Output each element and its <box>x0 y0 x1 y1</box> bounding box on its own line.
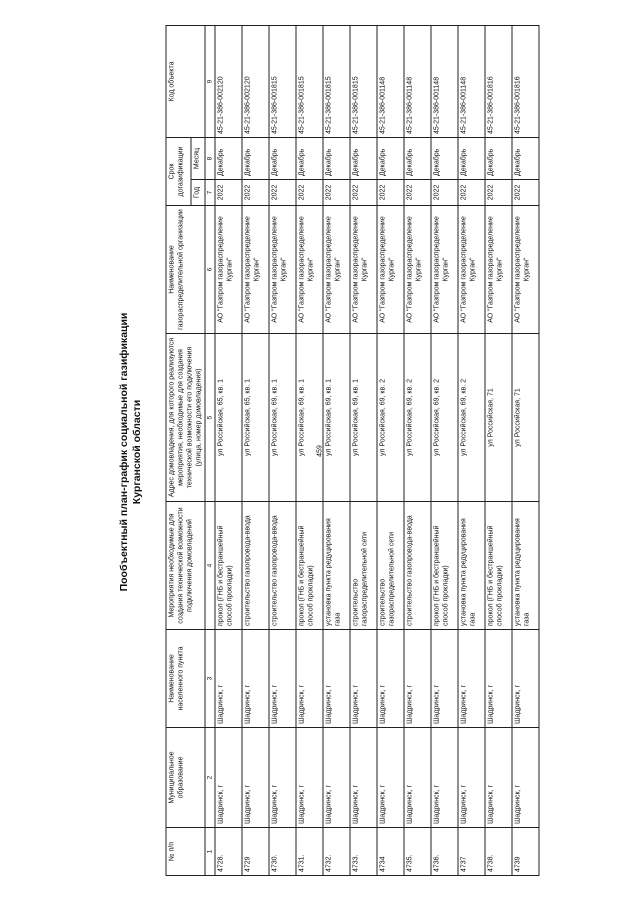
cell-year: 2022 <box>242 180 269 206</box>
table-row <box>377 26 404 876</box>
cell-month: Декабрь <box>512 138 539 180</box>
cell-organization: АО "Газпром газораспределение Курган" <box>485 206 512 334</box>
header-code: Код объекта <box>166 26 205 138</box>
header-measures: Мероприятия необходимые для создания технической возможности подключения домовладений <box>166 502 205 630</box>
cell-measures: строительство газопровода-ввода <box>269 502 296 630</box>
cell-municipality: Шадринск, г <box>512 728 539 828</box>
cell-num: 4729 <box>242 828 269 876</box>
cell-year: 2022 <box>485 180 512 206</box>
cell-code: 45-21-386-001148 <box>458 26 485 138</box>
header-year: Год <box>191 180 205 206</box>
header-month: Месяц <box>191 138 205 180</box>
cell-address: ул Российская, 69, кв. 2 <box>431 334 458 502</box>
cell-measures: прокол (ГНБ и бестраншейный способ прокладки) <box>485 502 512 630</box>
cell-measures: строительство газопровода-ввода <box>242 502 269 630</box>
column-index-row <box>205 26 215 876</box>
cell-settlement: Шадринск, г <box>512 630 539 728</box>
header-organization: Наименование газораспределительной организации <box>166 206 205 334</box>
cell-month: Декабрь <box>269 138 296 180</box>
cell-municipality: Шадринск, г <box>269 728 296 828</box>
cell-year: 2022 <box>458 180 485 206</box>
header-address: Адрес домовладения, для которого реализуются мероприятия, необходимые для создания технической возможности его подключения (улица, номер домовладения) <box>166 334 205 502</box>
table-row <box>350 26 377 876</box>
cell-address: ул Российская, 65, кв. 1 <box>215 334 242 502</box>
cell-code: 45-21-386-001815 <box>350 26 377 138</box>
cell-organization: АО "Газпром газораспределение Курган" <box>296 206 323 334</box>
table-row <box>215 26 242 876</box>
column-index: 2 <box>205 728 215 828</box>
cell-month: Декабрь <box>350 138 377 180</box>
cell-code: 45-21-386-002120 <box>242 26 269 138</box>
title-line-1: Пообъектный план-график социальной газификации <box>118 312 130 592</box>
cell-municipality: Шадринск, г <box>323 728 350 828</box>
cell-municipality: Шадринск, г <box>431 728 458 828</box>
cell-code: 45-21-386-001816 <box>485 26 512 138</box>
cell-code: 45-21-386-001815 <box>269 26 296 138</box>
cell-num: 4734 <box>377 828 404 876</box>
cell-settlement: Шадринск, г <box>485 630 512 728</box>
cell-month: Декабрь <box>485 138 512 180</box>
cell-measures: установка пункта редуцирования газа <box>323 502 350 630</box>
cell-year: 2022 <box>296 180 323 206</box>
cell-year: 2022 <box>350 180 377 206</box>
cell-month: Декабрь <box>215 138 242 180</box>
cell-month: Декабрь <box>377 138 404 180</box>
table-row <box>323 26 350 876</box>
cell-num: 4732. <box>323 828 350 876</box>
title-line-2: Курганской области <box>131 399 143 505</box>
table-body <box>215 26 539 876</box>
column-index: 9 <box>205 26 215 138</box>
header-num: № п/п <box>166 828 205 876</box>
cell-code: 45-21-386-001148 <box>377 26 404 138</box>
column-index: 7 <box>205 180 215 206</box>
cell-settlement: Шадринск, г <box>296 630 323 728</box>
cell-measures: прокол (ГНБ и бестраншейный способ прокладки) <box>431 502 458 630</box>
cell-municipality: Шадринск, г <box>485 728 512 828</box>
cell-num: 4728. <box>215 828 242 876</box>
cell-settlement: Шадринск, г <box>269 630 296 728</box>
cell-address: ул Российская, 65, кв. 1 <box>242 334 269 502</box>
table-row <box>485 26 512 876</box>
cell-year: 2022 <box>431 180 458 206</box>
cell-organization: АО "Газпром газораспределение Курган" <box>431 206 458 334</box>
cell-address: ул Российская, 71 <box>512 334 539 502</box>
column-index: 8 <box>205 138 215 180</box>
cell-year: 2022 <box>377 180 404 206</box>
page-number: 459 <box>316 445 324 457</box>
cell-municipality: Шадринск, г <box>350 728 377 828</box>
cell-month: Декабрь <box>323 138 350 180</box>
cell-month: Декабрь <box>242 138 269 180</box>
cell-month: Декабрь <box>296 138 323 180</box>
cell-num: 4731. <box>296 828 323 876</box>
cell-settlement: Шадринск, г <box>350 630 377 728</box>
cell-municipality: Шадринск, г <box>377 728 404 828</box>
cell-num: 4736. <box>431 828 458 876</box>
cell-num: 4738. <box>485 828 512 876</box>
cell-code: 45-21-386-001816 <box>512 26 539 138</box>
cell-code: 45-21-386-002120 <box>215 26 242 138</box>
cell-month: Декабрь <box>404 138 431 180</box>
cell-municipality: Шадринск, г <box>242 728 269 828</box>
column-index: 4 <box>205 502 215 630</box>
cell-settlement: Шадринск, г <box>242 630 269 728</box>
cell-num: 4733. <box>350 828 377 876</box>
table-row <box>296 26 323 876</box>
column-index: 1 <box>205 828 215 876</box>
cell-settlement: Шадринск, г <box>377 630 404 728</box>
header-deadline: Срок догазификации <box>166 138 191 206</box>
cell-code: 45-21-386-001815 <box>323 26 350 138</box>
cell-municipality: Шадринск, г <box>296 728 323 828</box>
cell-settlement: Шадринск, г <box>431 630 458 728</box>
gasification-table <box>166 25 540 876</box>
cell-organization: АО "Газпром газораспределение Курган" <box>458 206 485 334</box>
header-municipality: Муниципальное образование <box>166 728 205 828</box>
cell-organization: АО "Газпром газораспределение Курган" <box>350 206 377 334</box>
cell-year: 2022 <box>404 180 431 206</box>
cell-settlement: Шадринск, г <box>458 630 485 728</box>
cell-num: 4737 <box>458 828 485 876</box>
table-row <box>269 26 296 876</box>
cell-year: 2022 <box>512 180 539 206</box>
cell-address: ул Российская, 69, кв. 1 <box>296 334 323 502</box>
cell-organization: АО "Газпром газораспределение Курган" <box>404 206 431 334</box>
cell-address: ул Российская, 71 <box>485 334 512 502</box>
cell-code: 45-21-386-001148 <box>431 26 458 138</box>
cell-address: ул Российская, 69, кв. 1 <box>350 334 377 502</box>
cell-organization: АО "Газпром газораспределение Курган" <box>269 206 296 334</box>
cell-organization: АО "Газпром газораспределение Курган" <box>215 206 242 334</box>
table-container <box>166 26 591 876</box>
cell-settlement: Шадринск, г <box>323 630 350 728</box>
cell-measures: строительство газораспределительной сети <box>377 502 404 630</box>
cell-measures: прокол (ГНБ и бестраншейный способ прокладки) <box>296 502 323 630</box>
column-index: 5 <box>205 334 215 502</box>
cell-settlement: Шадринск, г <box>404 630 431 728</box>
cell-organization: АО "Газпром газораспределение Курган" <box>377 206 404 334</box>
cell-month: Декабрь <box>431 138 458 180</box>
cell-year: 2022 <box>215 180 242 206</box>
cell-address: ул Российская, 69, кв. 1 <box>323 334 350 502</box>
cell-municipality: Шадринск, г <box>404 728 431 828</box>
table-row <box>458 26 485 876</box>
cell-measures: строительство газораспределительной сети <box>350 502 377 630</box>
cell-address: ул Российская, 69, кв. 2 <box>377 334 404 502</box>
table-row <box>431 26 458 876</box>
table-row <box>512 26 539 876</box>
document-title <box>118 242 158 662</box>
column-index: 6 <box>205 206 215 334</box>
cell-address: ул Российская, 69, кв. 1 <box>269 334 296 502</box>
header-settlement: Наименование населенного пункта <box>166 630 205 728</box>
cell-settlement: Шадринск, г <box>215 630 242 728</box>
cell-municipality: Шадринск, г <box>458 728 485 828</box>
cell-num: 4739 <box>512 828 539 876</box>
column-index: 3 <box>205 630 215 728</box>
cell-num: 4730. <box>269 828 296 876</box>
cell-month: Декабрь <box>458 138 485 180</box>
cell-organization: АО "Газпром газораспределение Курган" <box>323 206 350 334</box>
cell-measures: установка пункта редуцирования газа <box>458 502 485 630</box>
cell-measures: строительство газопровода-ввода <box>404 502 431 630</box>
cell-organization: АО "Газпром газораспределение Курган" <box>512 206 539 334</box>
cell-year: 2022 <box>323 180 350 206</box>
cell-year: 2022 <box>269 180 296 206</box>
cell-municipality: Шадринск, г <box>215 728 242 828</box>
cell-num: 4735. <box>404 828 431 876</box>
cell-address: ул Российская, 69, кв. 2 <box>404 334 431 502</box>
cell-code: 45-21-386-001148 <box>404 26 431 138</box>
cell-measures: прокол (ГНБ и бестраншейный способ прокладки) <box>215 502 242 630</box>
cell-address: ул Российская, 69, кв. 2 <box>458 334 485 502</box>
cell-code: 45-21-386-001815 <box>296 26 323 138</box>
cell-organization: АО "Газпром газораспределение Курган" <box>242 206 269 334</box>
table-row <box>242 26 269 876</box>
table-header <box>166 26 215 876</box>
cell-measures: установка пункта редуцирования газа <box>512 502 539 630</box>
table-row <box>404 26 431 876</box>
